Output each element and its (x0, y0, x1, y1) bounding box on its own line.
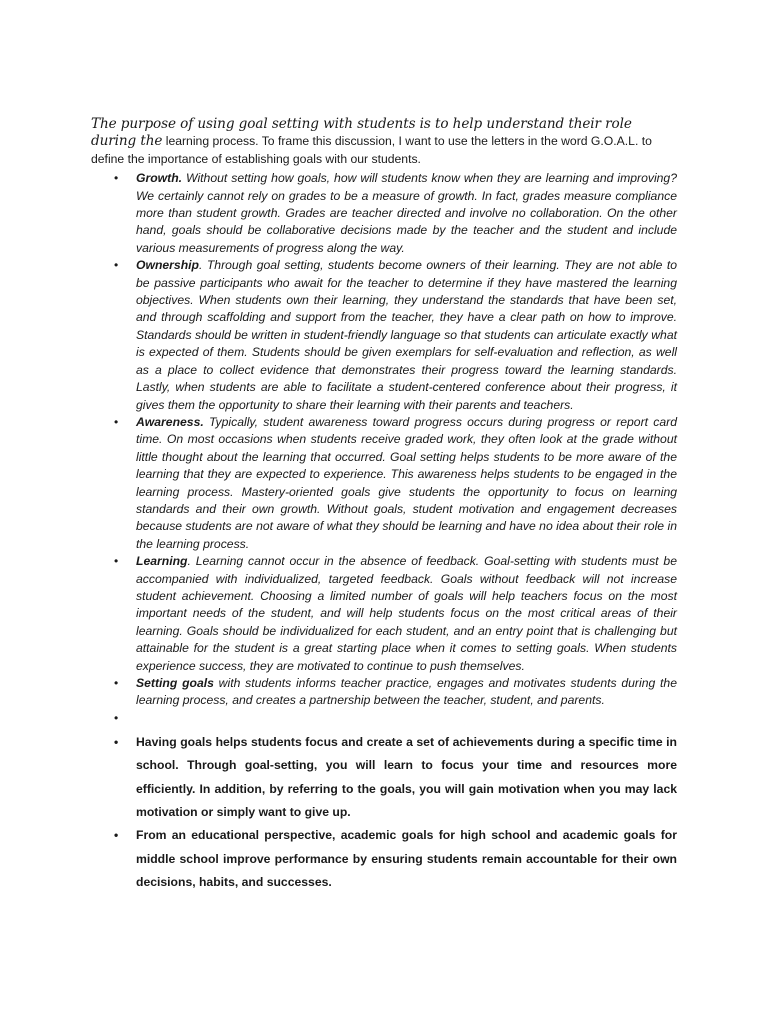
list-item-ownership (91, 257, 677, 414)
summary-item (91, 731, 677, 825)
summary-item (91, 824, 677, 894)
list-item-setting-goals (91, 675, 677, 710)
term-learning: Learning (136, 554, 188, 569)
bullet-icon: • (114, 734, 119, 749)
list-item-learning (91, 553, 677, 675)
intro-rest: learning process. To frame this discussion, I want to use the letters in the word G.O.A.L. to define the importance of establishing goals with our students. (91, 134, 652, 166)
document-page (91, 116, 677, 895)
term-setting-goals: Setting goals (136, 676, 214, 690)
text-learning: . Learning cannot occur in the absence of feedback. Goal-setting with students must be accompanied with individualized, targeted feedback. Goals without feedback will not increase student achievement. Choosing a limited number of goals will help teachers focus on the most important needs of the student, and will help students focus on the most critical areas of their learning. Goals should be individualized for each student, and an entry point that is challenging but attainable for the student is a great starting place when it comes to setting goals. When students experience success, they are motivated to continue to push themselves. (136, 554, 677, 673)
list-item-growth (91, 170, 677, 257)
bullet-icon: • (114, 414, 119, 429)
bullet-icon: • (114, 554, 119, 569)
intro-paragraph (91, 116, 677, 168)
text-ownership: . Through goal setting, students become owners of their learning. They are not able to be passive participants who await for the teacher to determine if they have mastered the learning objectives. When students own their learning, they understand the standards that have been set, and through scaffolding and support from the teacher, they have a clear path on how to improve. Standards should be written in student-friendly language so that students can articulate exactly what is expected of them. Students should be given exemplars for self-evaluation and reflection, as well as a place to collect evidence that demonstrates their progress toward the learning standards. Lastly, when students are able to facilitate a student-centered conference about their progress, it gives them the opportunity to share their learning with their parents and teachers. (136, 258, 677, 412)
bullet-icon: • (114, 828, 119, 843)
goal-list (91, 170, 677, 729)
list-item-empty (91, 710, 677, 729)
bullet-icon: • (114, 258, 119, 273)
text-growth: Without setting how goals, how will students know when they are learning and improving? We certainly cannot rely on grades to be a measure of growth. In fact, grades measure compliance more than student growth. Grades are teacher directed and involve no collaboration. On the other hand, goals should be collaborative decisions made by the teacher and the student and include various measurements of progress along the way. (136, 171, 677, 255)
bullet-icon: • (114, 171, 119, 186)
text-awareness: Typically, student awareness toward progress occurs during progress or report card time. On most occasions when students receive graded work, they often look at the grade without little thought about the learning that occurred. Goal setting helps students to be more aware of the learning that they are expected to experience. This awareness helps students to be engaged in the learning process. Mastery-oriented goals give students the opportunity to focus on learning standards and their own growth. Without goals, student motivation and engagement decreases because students are not aware of what they should be learning and have no idea about their role in the learning process. (136, 414, 677, 551)
bullet-icon: • (114, 710, 119, 725)
list-item-awareness (91, 414, 677, 553)
term-awareness: Awareness. (136, 414, 204, 429)
summary-text: From an educational perspective, academic goals for high school and academic goals for middle school improve performance by ensuring students remain accountable for their own decisions, habits, and successes. (136, 828, 677, 890)
bullet-icon: • (114, 676, 119, 690)
summary-text: Having goals helps students focus and create a set of achievements during a specific time in school. Through goal-setting, you will learn to focus your time and resources more efficiently. In addition, by referring to the goals, you will gain motivation when you may lack motivation or simply want to give up. (136, 734, 677, 820)
term-ownership: Ownership (136, 258, 199, 273)
text-setting-goals: with students informs teacher practice, engages and motivates students during the learning process, and creates a partnership between the teacher, student, and parents. (136, 676, 677, 708)
intro-lead: The purpose of using goal setting with students is to help understand their role during the (91, 116, 632, 150)
term-growth: Growth. (136, 171, 183, 186)
summary-list (91, 731, 677, 895)
